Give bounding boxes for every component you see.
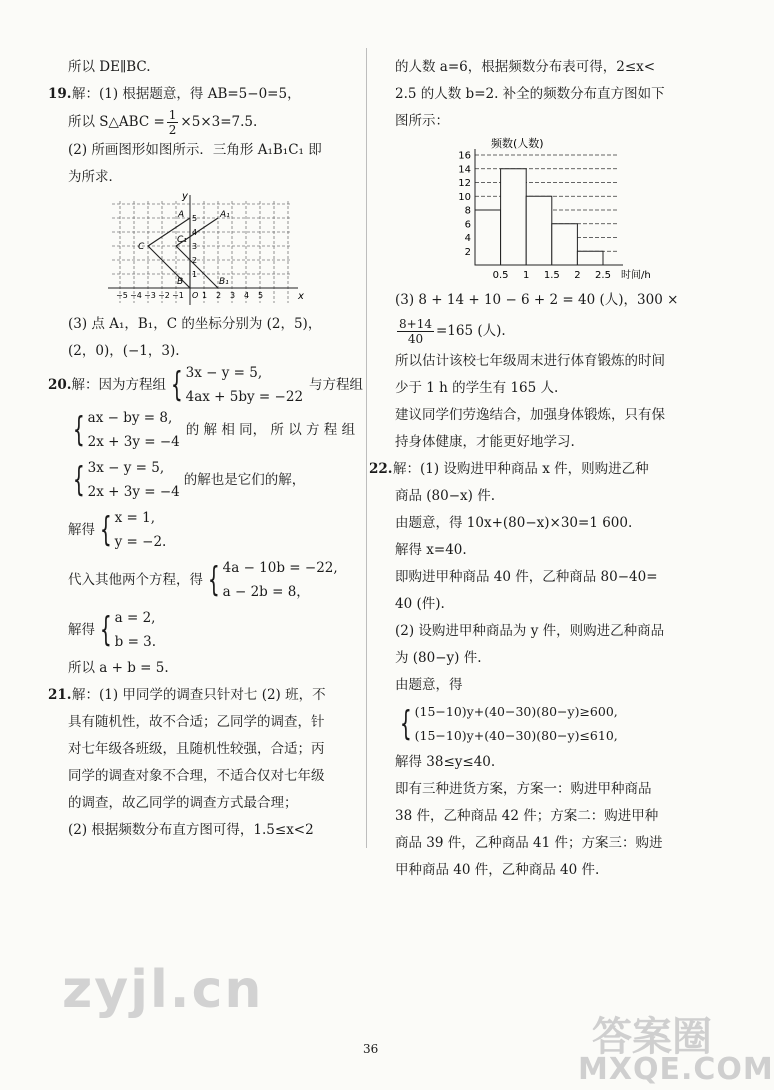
q22-text1: 解：(1) 设购进甲种商品 x 件，则购进乙种 <box>393 461 649 477</box>
q21-part3-line1: (3) 8 + 14 + 10 − 6 + 2 = 40 (人)，300 × <box>395 292 679 308</box>
equation-system-4 <box>95 506 166 554</box>
point-a-label: A <box>178 210 185 220</box>
y-tick-labels <box>192 214 197 279</box>
point-b1-label: B₁ <box>219 277 229 287</box>
q21-result: =165 (人). <box>435 322 506 339</box>
q22-line10: 解得 38≤y≤40. <box>395 754 496 770</box>
y-tick-label: 6 <box>464 219 471 231</box>
q21-line1 <box>48 682 348 709</box>
left-column <box>48 54 364 844</box>
equation-system-3 <box>68 456 180 504</box>
y-tick-label: 10 <box>458 191 471 203</box>
q19-text1: 解：(1) 根据题意，得 AB=5−0=5， <box>72 86 301 102</box>
watermark-mxqe: MXQE.COM <box>578 1052 774 1087</box>
x-tick-label: 3 <box>230 291 236 300</box>
system-lines <box>186 361 303 409</box>
histogram-x-axis-title: 时间/h <box>621 270 651 281</box>
q22-line12: 38 件，乙种商品 42 件；方案二：购进甲种 <box>395 808 659 824</box>
histogram-y-ticks <box>458 151 471 258</box>
brace-glyph: { <box>99 610 112 650</box>
q21-number: 21. <box>48 687 72 703</box>
q22-line14: 甲种商品 40 件，乙种商品 40 件. <box>395 862 600 878</box>
system-equation: 3x − y = 5, <box>185 365 263 381</box>
system-equation: 4ax + 5by = −22 <box>185 389 304 405</box>
system-lines <box>88 406 180 454</box>
system-equation: 2x + 3y = −4 <box>87 434 180 450</box>
system-equation: 4a − 10b = −22, <box>222 560 338 576</box>
q21-line2: 具有随机性，故不合适；乙同学的调查，针 <box>68 714 325 730</box>
q19-line2 <box>52 108 348 137</box>
x-tick-label: 4 <box>244 291 250 300</box>
q22-line13: 商品 39 件，乙种商品 41 件；方案三：购进 <box>395 835 663 851</box>
q21-text1: 解：(1) 甲同学的调查只针对七 (2) 班，不 <box>72 687 326 703</box>
q21-cont-line1: 的人数 a=6，根据频数分布表可得，2≤x< <box>395 59 656 75</box>
q20-line1 <box>48 365 364 405</box>
q21-fraction <box>397 317 434 346</box>
system-lines <box>115 606 156 654</box>
frequency-histogram <box>395 135 713 285</box>
x-tick-label: −2 <box>158 291 170 300</box>
q21-cont-line3: 图所示： <box>395 113 449 129</box>
q22-inequality-system <box>395 699 713 749</box>
right-column <box>369 54 713 884</box>
q21-cont-line2: 2.5 的人数 b=2. 补全的频数分布直方图如下 <box>395 86 665 102</box>
x-tick-label: 2 <box>574 270 581 281</box>
x-tick-label: 0.5 <box>492 270 509 281</box>
q20-line5 <box>52 555 348 605</box>
equation-system-2 <box>68 406 180 454</box>
x-tick-label: 1 <box>202 291 208 300</box>
coordinate-grid-figure <box>52 191 348 311</box>
y-tick-label: 5 <box>192 214 198 223</box>
q21-line4: 同学的调查对象不合理，不适合仅对七年级 <box>68 768 325 784</box>
brace-glyph: { <box>170 365 183 405</box>
q20-line2 <box>52 405 356 455</box>
q21-part3-line6: 持身体健康，才能更好地学习. <box>395 434 575 450</box>
fraction-denominator: 40 <box>407 331 424 346</box>
q19-number: 19. <box>48 86 72 102</box>
q20-solve-label: 解得 <box>68 521 95 538</box>
brace-glyph: { <box>72 460 85 500</box>
histogram-bars <box>475 169 603 265</box>
inequality-system <box>395 700 618 748</box>
q20-text3: 的 解 相 同， 所 以 方 程 组 <box>185 421 356 438</box>
q22-line3: 由题意，得 10x+(80−x)×30=1 600. <box>395 515 633 531</box>
q22-line6: 40 (件). <box>395 596 445 612</box>
system-equation: ax − by = 8, <box>87 410 173 426</box>
watermark-zyjl: zyjl.cn <box>62 960 264 1020</box>
point-c-label: C <box>138 242 145 252</box>
system-lines <box>223 556 338 604</box>
brace-glyph: { <box>72 410 85 450</box>
q20-line3 <box>52 455 348 505</box>
x-axis-label: x <box>298 291 304 302</box>
q20-solve-label-2: 解得 <box>68 621 95 638</box>
q20-line6 <box>52 605 348 655</box>
q20-number: 20. <box>48 376 72 393</box>
point-c1-label: C₁ <box>177 235 187 245</box>
system-lines <box>415 700 618 748</box>
x-tick-label: −5 <box>116 291 128 300</box>
system-equation: 2x + 3y = −4 <box>87 484 180 500</box>
histogram-bar <box>552 224 578 265</box>
q19-line6: (2，0)，(−1，3). <box>68 343 180 359</box>
q21-part3-line4: 少于 1 h 的学生有 165 人. <box>395 380 559 396</box>
system-equation: y = −2. <box>114 534 167 550</box>
y-tick-label: 3 <box>192 242 198 251</box>
q20-text1: 解：因为方程组 <box>71 376 166 393</box>
histogram-y-axis-title: 频数(人数) <box>491 137 544 150</box>
fraction-numerator: 1 <box>168 108 177 122</box>
q22-line1 <box>369 456 713 483</box>
y-tick-label: 2 <box>464 246 471 258</box>
q18-conclusion: 所以 DE∥BC. <box>68 59 151 75</box>
q21-line3: 对七年级各班级，且随机性较强，合适；丙 <box>68 741 325 757</box>
y-tick-label: 1 <box>192 270 198 279</box>
y-tick-label: 2 <box>192 256 198 265</box>
q19-area-value: ×5×3=7.5. <box>180 114 258 130</box>
system-equation: x = 1, <box>114 510 156 526</box>
q19-fraction <box>167 108 179 137</box>
page-number: 36 <box>363 1042 379 1056</box>
histogram-x-ticks <box>493 270 611 281</box>
q21-part3-line2 <box>395 314 713 348</box>
q19-area-label: 所以 S△ABC = <box>68 114 165 130</box>
system-equation: 3x − y = 5, <box>87 460 165 476</box>
y-tick-label: 8 <box>464 205 471 217</box>
system-inequality: (15−10)y+(40−30)(80−y)≥600, <box>414 704 618 719</box>
y-axis-label: y <box>182 191 188 202</box>
point-a1-label: A₁ <box>220 210 230 220</box>
origin-label: O <box>192 291 199 300</box>
fraction-numerator: 8+14 <box>399 316 432 331</box>
equation-system-1 <box>166 361 303 409</box>
histogram-bar <box>526 196 552 265</box>
brace-glyph: { <box>399 704 412 744</box>
system-equation: a = 2, <box>114 610 156 626</box>
equation-system-6 <box>95 606 156 654</box>
x-tick-label: 1.5 <box>543 270 560 281</box>
q22-line9: 由题意，得 <box>395 677 463 693</box>
q22-line8: 为 (80−y) 件. <box>395 650 482 666</box>
q22-number: 22. <box>369 461 393 477</box>
q21-part3-line3: 所以估计该校七年级周末进行体育锻炼的时间 <box>395 353 665 369</box>
y-tick-label: 4 <box>192 228 198 237</box>
q22-line2: 商品 (80−x) 件. <box>395 488 496 504</box>
q20-substitute-label: 代入其他两个方程，得 <box>68 571 203 588</box>
brace-glyph: { <box>99 510 112 550</box>
q22-line5: 即购进甲种商品 40 件，乙种商品 80−40= <box>395 569 658 585</box>
system-equation: b = 3. <box>114 634 157 650</box>
q21-line5: 的调查，故乙同学的调查方式最合理； <box>68 795 298 811</box>
q20-line4 <box>52 505 348 555</box>
q22-line11: 即有三种进货方案，方案一：购进甲种商品 <box>395 781 652 797</box>
x-tick-label: 2.5 <box>595 270 611 281</box>
system-equation: a − 2b = 8， <box>222 584 310 600</box>
system-lines <box>115 506 167 554</box>
q22-line7: (2) 设购进甲种商品为 y 件，则购进乙种商品 <box>395 623 665 639</box>
fraction-denominator: 2 <box>168 123 177 137</box>
q20-text2: 与方程组 <box>309 376 364 393</box>
y-tick-label: 16 <box>458 150 471 162</box>
q22-line4: 解得 x=40. <box>395 542 467 558</box>
q19-line3: (2) 所画图形如图所示．三角形 A₁B₁C₁ 即 <box>68 142 322 158</box>
q19-line5: (3) 点 A₁，B₁，C 的坐标分别为 (2，5)， <box>68 316 322 332</box>
watermark-daanquan: 答案圈 <box>592 1014 712 1060</box>
system-inequality: (15−10)y+(40−30)(80−y)≤610, <box>414 728 618 743</box>
y-tick-label: 4 <box>464 233 471 244</box>
brace-glyph: { <box>207 560 220 600</box>
histogram-bar <box>501 169 527 265</box>
system-lines <box>88 456 180 504</box>
q20-line7: 所以 a + b = 5. <box>68 660 169 676</box>
x-tick-label: 5 <box>258 291 264 300</box>
y-tick-label: 14 <box>458 164 471 176</box>
x-tick-label: −1 <box>172 291 184 300</box>
q20-text4: 的解也是它们的解， <box>183 471 306 488</box>
q19-line4: 为所求． <box>68 169 122 185</box>
y-tick-label: 12 <box>458 178 471 189</box>
x-tick-label: 1 <box>523 270 530 281</box>
x-tick-label: −4 <box>130 291 142 300</box>
q19-line1 <box>48 81 348 108</box>
x-tick-label: −3 <box>144 291 156 300</box>
column-divider <box>366 48 367 848</box>
histogram-bar <box>577 251 603 265</box>
q21-line6: (2) 根据频数分布直方图可得，1.5≤x<2 <box>68 822 314 838</box>
histogram-bar <box>475 210 501 265</box>
equation-system-5 <box>203 556 338 604</box>
point-b-label: B <box>177 277 184 287</box>
q21-part3-line5: 建议同学们劳逸结合，加强身体锻炼，只有保 <box>395 407 665 423</box>
x-tick-label: 2 <box>216 291 222 300</box>
